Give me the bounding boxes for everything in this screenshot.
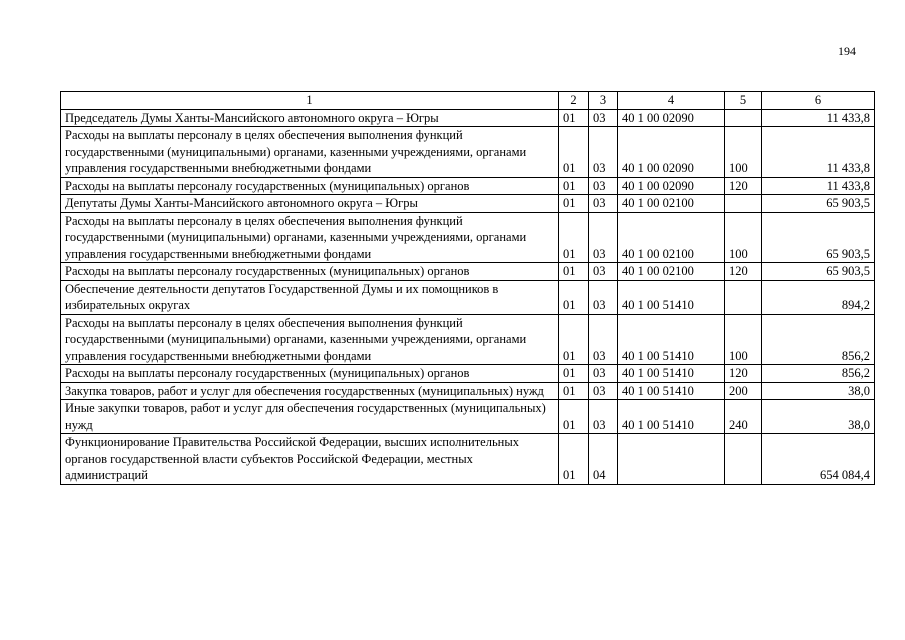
cell-expense-type: 200 — [725, 382, 762, 400]
cell-target-article: 40 1 00 02090 — [618, 109, 725, 127]
cell-subsection: 03 — [589, 127, 618, 178]
cell-name: Расходы на выплаты персоналу государственных (муниципальных) органов — [61, 177, 559, 195]
cell-amount: 38,0 — [762, 382, 875, 400]
cell-target-article — [618, 434, 725, 485]
cell-amount: 856,2 — [762, 365, 875, 383]
cell-section: 01 — [559, 400, 589, 434]
cell-subsection: 03 — [589, 212, 618, 263]
cell-expense-type: 240 — [725, 400, 762, 434]
cell-amount: 11 433,8 — [762, 127, 875, 178]
table-header-row — [61, 92, 875, 110]
cell-name: Расходы на выплаты персоналу в целях обеспечения выполнения функций государственными (муниципальными) органами, казенными учреждениями, органами управления государственными внебюджетными фондами — [61, 212, 559, 263]
cell-amount: 65 903,5 — [762, 263, 875, 281]
cell-amount: 11 433,8 — [762, 109, 875, 127]
cell-target-article: 40 1 00 51410 — [618, 314, 725, 365]
cell-target-article: 40 1 00 51410 — [618, 365, 725, 383]
cell-target-article: 40 1 00 02100 — [618, 263, 725, 281]
table-row — [61, 400, 875, 434]
cell-subsection: 03 — [589, 314, 618, 365]
cell-expense-type: 100 — [725, 212, 762, 263]
table-row — [61, 382, 875, 400]
cell-name: Обеспечение деятельности депутатов Государственной Думы и их помощников в избирательных округах — [61, 280, 559, 314]
cell-name: Иные закупки товаров, работ и услуг для обеспечения государственных (муниципальных) нужд — [61, 400, 559, 434]
cell-name: Председатель Думы Ханты-Мансийского автономного округа – Югры — [61, 109, 559, 127]
cell-subsection: 03 — [589, 280, 618, 314]
cell-amount: 65 903,5 — [762, 195, 875, 213]
cell-name: Расходы на выплаты персоналу в целях обеспечения выполнения функций государственными (муниципальными) органами, казенными учреждениями, органами управления государственными внебюджетными фондами — [61, 127, 559, 178]
page-number: 194 — [838, 44, 856, 58]
budget-table — [60, 91, 875, 485]
cell-target-article: 40 1 00 02100 — [618, 212, 725, 263]
cell-section: 01 — [559, 109, 589, 127]
cell-section: 01 — [559, 365, 589, 383]
table-row — [61, 127, 875, 178]
cell-amount: 894,2 — [762, 280, 875, 314]
cell-amount: 654 084,4 — [762, 434, 875, 485]
cell-name: Функционирование Правительства Российской Федерации, высших исполнительных органов государственной власти субъектов Российской Федерации, местных администраций — [61, 434, 559, 485]
cell-amount: 38,0 — [762, 400, 875, 434]
cell-target-article: 40 1 00 51410 — [618, 280, 725, 314]
cell-name: Закупка товаров, работ и услуг для обеспечения государственных (муниципальных) нужд — [61, 382, 559, 400]
cell-target-article: 40 1 00 02100 — [618, 195, 725, 213]
cell-target-article: 40 1 00 02090 — [618, 177, 725, 195]
cell-section: 01 — [559, 382, 589, 400]
cell-expense-type — [725, 109, 762, 127]
table-row — [61, 314, 875, 365]
cell-subsection: 03 — [589, 109, 618, 127]
table-row — [61, 434, 875, 485]
cell-subsection: 03 — [589, 177, 618, 195]
cell-name: Расходы на выплаты персоналу в целях обеспечения выполнения функций государственными (муниципальными) органами, казенными учреждениями, органами управления государственными внебюджетными фондами — [61, 314, 559, 365]
cell-expense-type: 120 — [725, 263, 762, 281]
cell-section: 01 — [559, 314, 589, 365]
column-header-2: 2 — [559, 92, 589, 110]
table-row — [61, 280, 875, 314]
cell-expense-type: 100 — [725, 314, 762, 365]
cell-subsection: 03 — [589, 382, 618, 400]
column-header-5: 5 — [725, 92, 762, 110]
cell-expense-type: 100 — [725, 127, 762, 178]
table-row — [61, 212, 875, 263]
cell-section: 01 — [559, 280, 589, 314]
table-row — [61, 177, 875, 195]
column-header-6: 6 — [762, 92, 875, 110]
cell-section: 01 — [559, 177, 589, 195]
cell-section: 01 — [559, 212, 589, 263]
table-body — [61, 109, 875, 484]
column-header-3: 3 — [589, 92, 618, 110]
table-row — [61, 195, 875, 213]
cell-expense-type: 120 — [725, 365, 762, 383]
cell-section: 01 — [559, 127, 589, 178]
cell-target-article: 40 1 00 02090 — [618, 127, 725, 178]
cell-subsection: 03 — [589, 400, 618, 434]
cell-name: Расходы на выплаты персоналу государственных (муниципальных) органов — [61, 263, 559, 281]
cell-name: Расходы на выплаты персоналу государственных (муниципальных) органов — [61, 365, 559, 383]
column-header-1: 1 — [61, 92, 559, 110]
cell-subsection: 04 — [589, 434, 618, 485]
cell-section: 01 — [559, 195, 589, 213]
cell-amount: 856,2 — [762, 314, 875, 365]
cell-amount: 11 433,8 — [762, 177, 875, 195]
cell-section: 01 — [559, 263, 589, 281]
cell-name: Депутаты Думы Ханты-Мансийского автономного округа – Югры — [61, 195, 559, 213]
cell-expense-type — [725, 280, 762, 314]
cell-expense-type — [725, 195, 762, 213]
cell-section: 01 — [559, 434, 589, 485]
cell-subsection: 03 — [589, 365, 618, 383]
cell-target-article: 40 1 00 51410 — [618, 382, 725, 400]
cell-amount: 65 903,5 — [762, 212, 875, 263]
cell-subsection: 03 — [589, 263, 618, 281]
cell-target-article: 40 1 00 51410 — [618, 400, 725, 434]
table-row — [61, 109, 875, 127]
cell-subsection: 03 — [589, 195, 618, 213]
column-header-4: 4 — [618, 92, 725, 110]
table-row — [61, 365, 875, 383]
cell-expense-type — [725, 434, 762, 485]
table-row — [61, 263, 875, 281]
cell-expense-type: 120 — [725, 177, 762, 195]
